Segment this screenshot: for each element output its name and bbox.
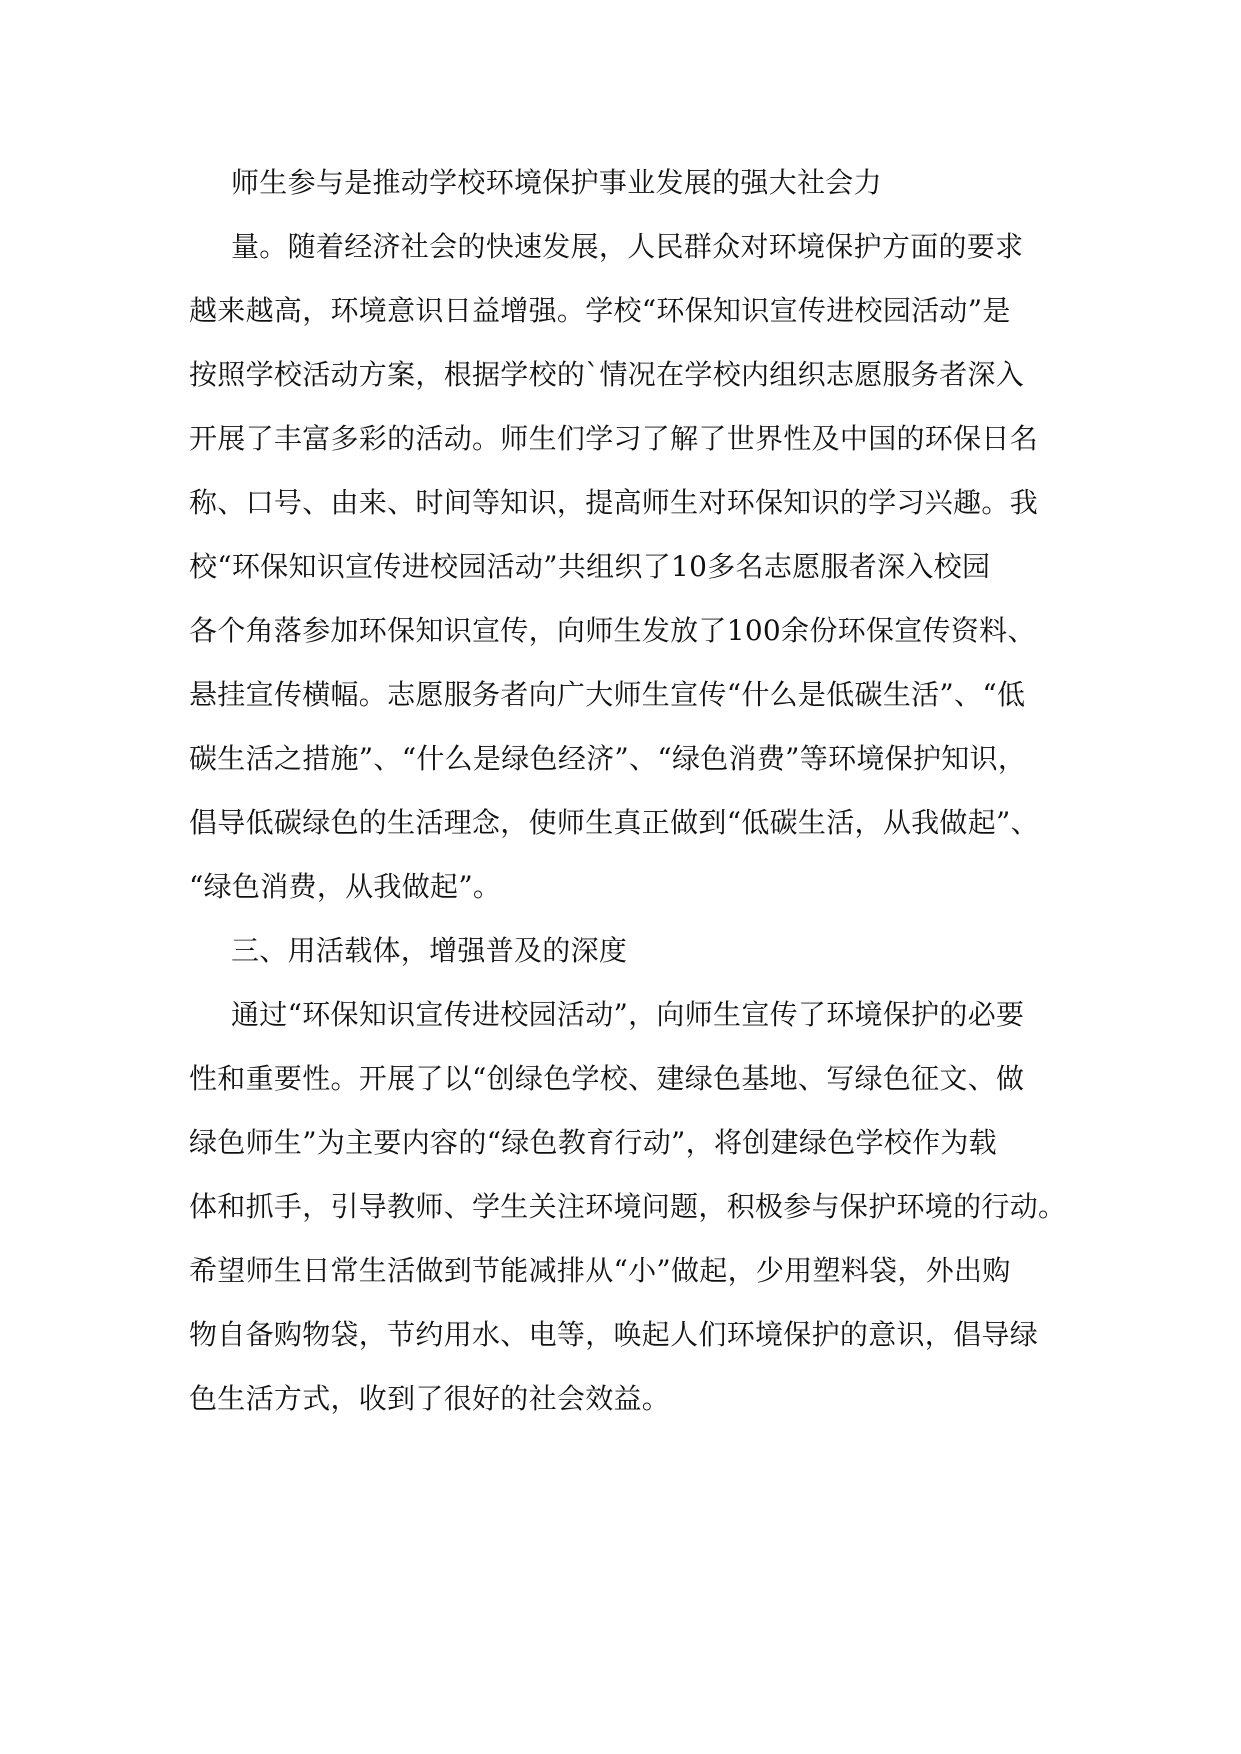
text-line: 物自备购物袋，节约用水、电等，唤起人们环境保护的意识，倡导绿 [189, 1318, 1039, 1351]
text-line: 绿色师生”为主要内容的“绿色教育行动”，将创建绿色学校作为载 [189, 1126, 997, 1159]
text-line: 校“环保知识宣传进校园活动”共组织了10多名志愿服者深入校园 [189, 550, 991, 583]
text-line: 色生活方式，收到了很好的社会效益。 [189, 1382, 671, 1415]
text-line: 悬挂宣传横幅。志愿服务者向广大师生宣传“什么是低碳生活”、“低 [189, 678, 1026, 711]
text-line: “绿色消费，从我做起”。 [189, 870, 502, 903]
text-line: 希望师生日常生活做到节能减排从“小”做起，少用塑料袋，外出购 [189, 1254, 1011, 1287]
text-line: 碳生活之措施”、“什么是绿色经济”、“绿色消费”等环境保护知识， [189, 742, 1027, 775]
text-line: 按照学校活动方案，根据学校的`情况在学校内组织志愿服务者深入 [189, 358, 1025, 391]
text-line: 各个角落参加环保知识宣传，向师生发放了100余份环保宣传资料、 [189, 614, 1036, 647]
text-line: 体和抓手，引导教师、学生关注环境问题，积极参与保护环境的行动。 [189, 1190, 1067, 1223]
text-line: 开展了丰富多彩的活动。师生们学习了解了世界性及中国的环保日名 [189, 422, 1039, 455]
text-line: 性和重要性。开展了以“创绿色学校、建绿色基地、写绿色征文、做 [189, 1062, 1025, 1095]
text-line: 量。随着经济社会的快速发展，人民群众对环境保护方面的要求 [231, 230, 1024, 263]
text-line: 越来越高，环境意识日益增强。学校“环保知识宣传进校园活动”是 [189, 294, 1011, 327]
text-line: 倡导低碳绿色的生活理念，使师生真正做到“低碳生活，从我做起”、 [189, 806, 1039, 839]
text-line: 通过“环保知识宣传进校园活动”，向师生宣传了环境保护的必要 [231, 998, 1025, 1031]
section-heading: 三、用活载体，增强普及的深度 [231, 934, 628, 967]
text-line: 称、口号、由来、时间等知识，提高师生对环保知识的学习兴趣。我 [189, 486, 1039, 519]
text-line: 师生参与是推动学校环境保护事业发展的强大社会力 [231, 166, 882, 199]
